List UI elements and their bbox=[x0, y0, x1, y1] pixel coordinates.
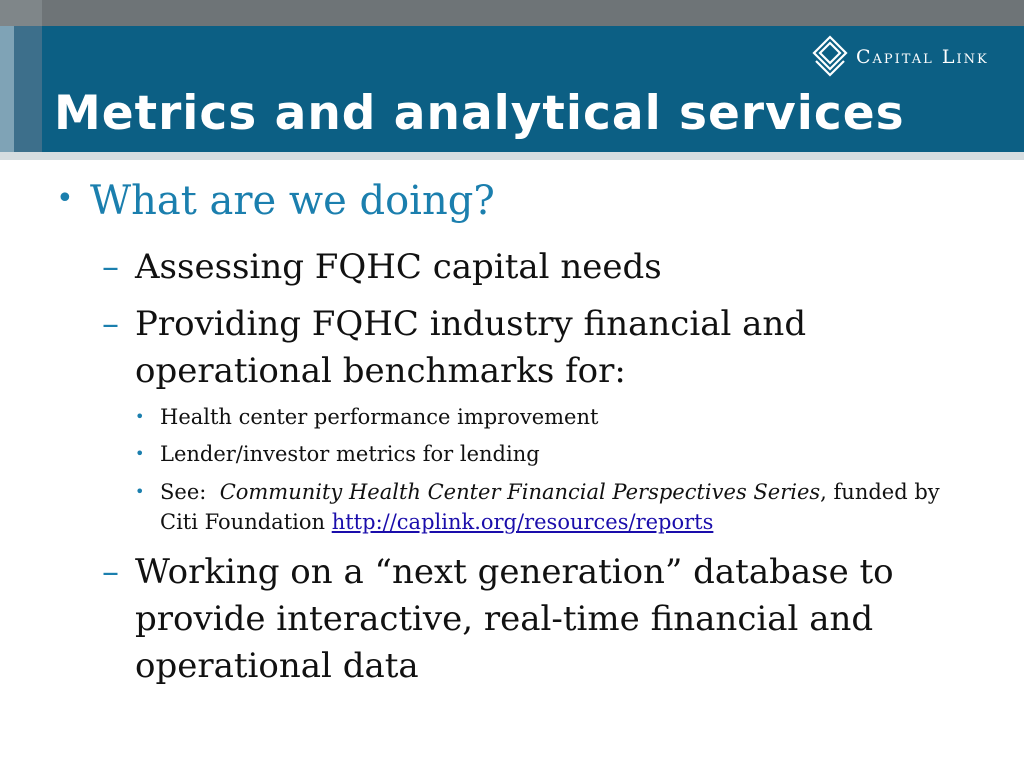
bullet-level3-item bbox=[135, 439, 960, 469]
dash-icon: – bbox=[102, 552, 119, 592]
bullet-level2-text: Working on a “next generation” database to provide interactive, real-time financial and operational data bbox=[135, 552, 894, 686]
slide-title: Metrics and analytical services bbox=[54, 86, 905, 141]
logo-text: Capital Link bbox=[856, 46, 989, 68]
funded-by-text: , funded by Citi Foundation bbox=[160, 480, 940, 534]
bullet-level2-item bbox=[102, 244, 935, 291]
reports-link[interactable]: http://caplink.org/resources/reports bbox=[331, 510, 714, 534]
bullet-level2-text: Assessing FQHC capital needs bbox=[135, 247, 662, 287]
bullet-icon: • bbox=[135, 482, 145, 501]
series-title: Community Health Center Financial Perspectives Series bbox=[219, 480, 821, 504]
bullet-level1-text: What are we doing? bbox=[90, 178, 495, 224]
bullet-level3-item bbox=[135, 477, 960, 537]
dash-icon: – bbox=[102, 304, 119, 344]
bullet-icon: • bbox=[135, 444, 145, 463]
bullet-level3-item bbox=[135, 402, 960, 432]
see-prefix: See: bbox=[160, 480, 207, 504]
bullet-level2-item bbox=[102, 549, 925, 690]
dash-icon: – bbox=[102, 247, 119, 287]
bullet-icon: • bbox=[56, 181, 74, 216]
bullet-icon: • bbox=[135, 407, 145, 426]
bullet-level3-text: Lender/investor metrics for lending bbox=[160, 442, 540, 466]
bullet-level2-item bbox=[102, 301, 875, 395]
bullet-level3-text bbox=[160, 477, 960, 537]
bullet-level3-text: Health center performance improvement bbox=[160, 405, 599, 429]
bullet-level1 bbox=[56, 178, 495, 224]
bullet-level2-text: Providing FQHC industry financial and operational benchmarks for: bbox=[135, 304, 807, 391]
